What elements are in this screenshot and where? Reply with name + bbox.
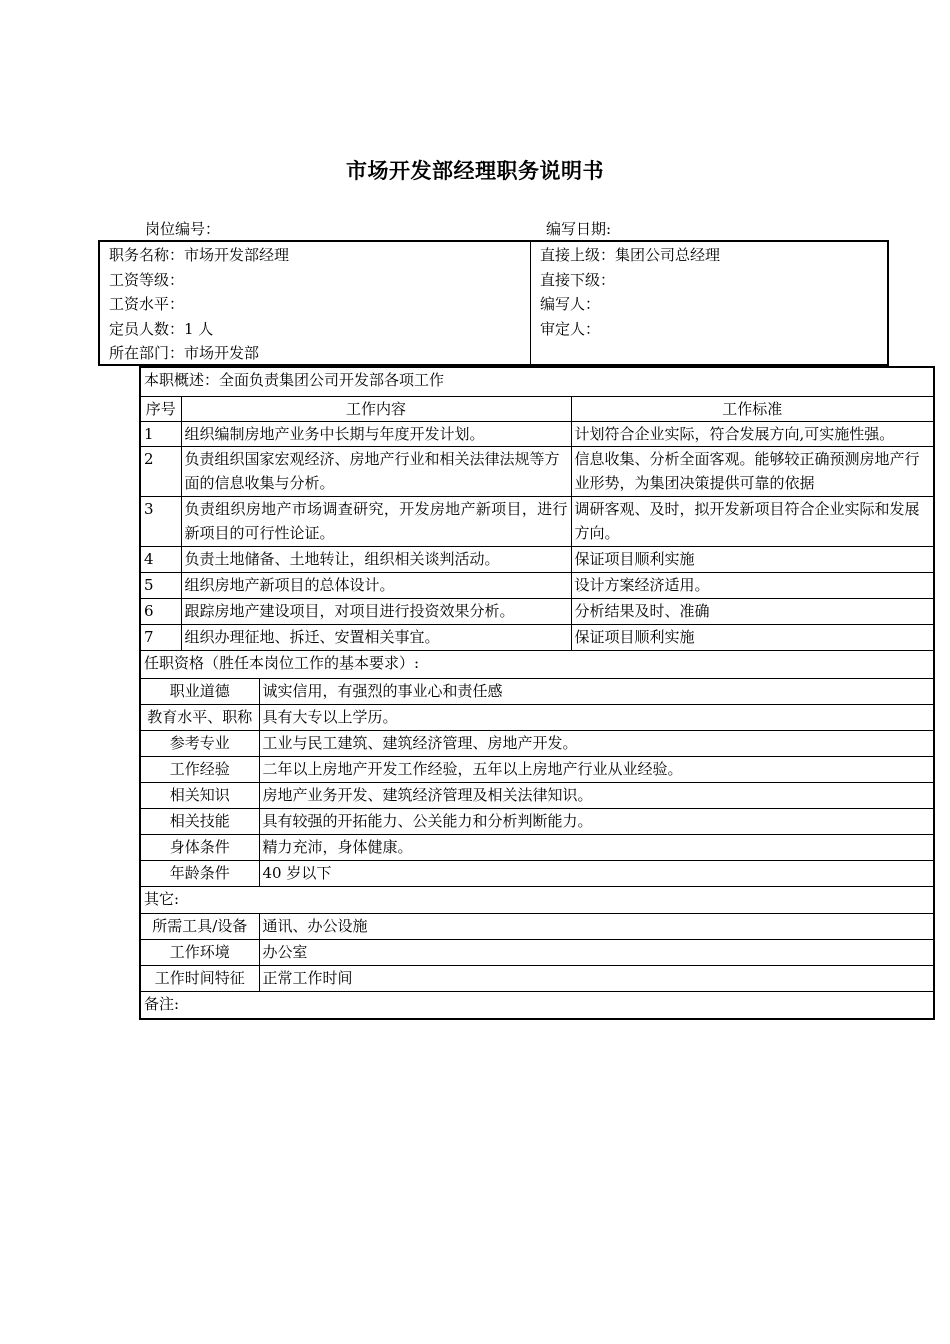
job-description-table: [139, 366, 935, 1020]
qualification-label: 相关技能: [140, 808, 259, 834]
duty-no: 3: [140, 496, 181, 546]
headcount-field: 定员人数：1 人: [109, 319, 214, 338]
other-value: 正常工作时间: [259, 965, 934, 991]
duty-content: 组织办理征地、拆迁、安置相关事宜。: [181, 624, 571, 650]
qualifications-heading: 任职资格（胜任本岗位工作的基本要求）:: [140, 650, 934, 678]
table-row: [140, 624, 934, 650]
other-label: 工作时间特征: [140, 965, 259, 991]
duty-content: 负责组织国家宏观经济、房地产行业和相关法律法规等方面的信息收集与分析。: [181, 446, 571, 496]
other-heading: 其它:: [140, 886, 934, 913]
table-row: [140, 704, 934, 730]
duty-content: 负责土地储备、土地转让，组织相关谈判活动。: [181, 546, 571, 572]
duty-standard: 计划符合企业实际，符合发展方向,可实施性强。: [571, 421, 934, 446]
table-row: [140, 572, 934, 598]
duty-no: 1: [140, 421, 181, 446]
qualification-value: 诚实信用，有强烈的事业心和责任感: [259, 678, 934, 704]
table-row: [140, 782, 934, 808]
page-title: 市场开发部经理职务说明书: [346, 159, 604, 183]
duty-header-standard: 工作标准: [571, 396, 934, 421]
duty-standard: 信息收集、分析全面客观。能够较正确预测房地产行业形势，为集团决策提供可靠的依据: [571, 446, 934, 496]
qualification-value: 具有大专以上学历。: [259, 704, 934, 730]
qualification-value: 房地产业务开发、建筑经济管理及相关法律知识。: [259, 782, 934, 808]
qualification-label: 年龄条件: [140, 860, 259, 886]
job-title-field: 职务名称：市场开发部经理: [109, 246, 290, 264]
duty-content: 跟踪房地产建设项目，对项目进行投资效果分析。: [181, 598, 571, 624]
write-date-label: 编写日期:: [546, 220, 612, 238]
qualification-label: 参考专业: [140, 730, 259, 756]
other-value: 通讯、办公设施: [259, 913, 934, 939]
table-row: [140, 598, 934, 624]
other-label: 所需工具/设备: [140, 913, 259, 939]
qualification-label: 职业道德: [140, 678, 259, 704]
duty-header-content: 工作内容: [181, 396, 571, 421]
qualification-value: 二年以上房地产开发工作经验，五年以上房地产行业从业经验。: [259, 756, 934, 782]
duty-header-no: 序号: [140, 396, 181, 421]
duty-standard: 保证项目顺利实施: [571, 624, 934, 650]
department-field: 所在部门：市场开发部: [109, 344, 260, 363]
qualification-label: 身体条件: [140, 834, 259, 860]
table-row: [140, 421, 934, 446]
duty-no: 5: [140, 572, 181, 598]
table-row: [140, 756, 934, 782]
header-info-box: [98, 240, 889, 366]
remarks: 备注:: [140, 991, 934, 1019]
duty-content: 组织编制房地产业务中长期与年度开发计划。: [181, 421, 571, 446]
qualification-label: 教育水平、职称: [140, 704, 259, 730]
table-row: [140, 496, 934, 546]
table-row: [140, 913, 934, 939]
qualification-label: 工作经验: [140, 756, 259, 782]
approver-field: 审定人：: [540, 319, 601, 338]
table-row: [140, 546, 934, 572]
duty-standard: 调研客观、及时，拟开发新项目符合企业实际和发展方向。: [571, 496, 934, 546]
author-field: 编写人：: [540, 295, 601, 314]
table-row: [140, 860, 934, 886]
other-value: 办公室: [259, 939, 934, 965]
position-code-label: 岗位编号：: [145, 220, 221, 238]
table-row: [140, 834, 934, 860]
table-row: [140, 730, 934, 756]
duty-no: 2: [140, 446, 181, 496]
duty-standard: 分析结果及时、准确: [571, 598, 934, 624]
qualification-label: 相关知识: [140, 782, 259, 808]
duty-content: 负责组织房地产市场调查研究，开发房地产新项目，进行新项目的可行性论证。: [181, 496, 571, 546]
direct-superior-field: 直接上级：集团公司总经理: [540, 246, 721, 264]
duty-no: 4: [140, 546, 181, 572]
duty-no: 6: [140, 598, 181, 624]
other-label: 工作环境: [140, 939, 259, 965]
table-row: [140, 808, 934, 834]
duty-content: 组织房地产新项目的总体设计。: [181, 572, 571, 598]
duty-standard: 保证项目顺利实施: [571, 546, 934, 572]
qualification-value: 精力充沛，身体健康。: [259, 834, 934, 860]
qualification-value: 40 岁以下: [259, 860, 934, 886]
salary-grade-field: 工资等级：: [109, 270, 185, 289]
table-row: [140, 678, 934, 704]
direct-subordinate-field: 直接下级：: [540, 270, 616, 289]
table-row: [140, 965, 934, 991]
duty-no: 7: [140, 624, 181, 650]
qualification-value: 工业与民工建筑、建筑经济管理、房地产开发。: [259, 730, 934, 756]
salary-level-field: 工资水平：: [109, 295, 185, 314]
header-info-left: [100, 242, 530, 364]
duty-standard: 设计方案经济适用。: [571, 572, 934, 598]
qualification-value: 具有较强的开拓能力、公关能力和分析判断能力。: [259, 808, 934, 834]
job-summary: 本职概述：全面负责集团公司开发部各项工作: [140, 367, 934, 396]
header-info-right: [530, 242, 887, 364]
table-row: [140, 446, 934, 496]
table-row: [140, 939, 934, 965]
